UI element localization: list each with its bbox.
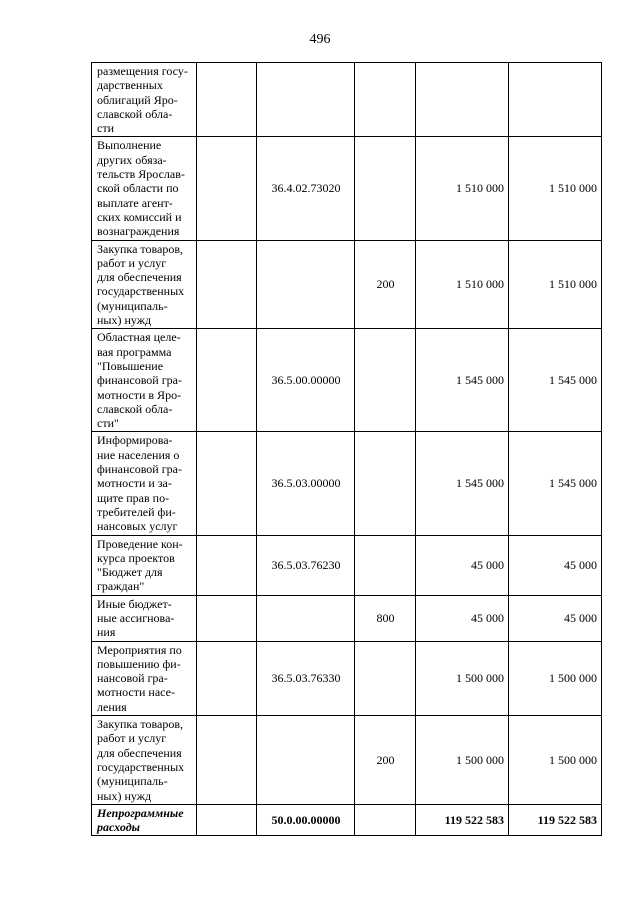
row-sum-1: 45 000 [416, 595, 509, 641]
row-expense-type [355, 432, 416, 535]
row-sum-2 [509, 63, 602, 137]
row-sum-1: 1 545 000 [416, 329, 509, 432]
row-code: 36.5.00.00000 [257, 329, 355, 432]
empty-cell [197, 137, 257, 240]
table-row [92, 137, 602, 240]
table-row [92, 432, 602, 535]
row-sum-2: 45 000 [509, 595, 602, 641]
row-sum-1: 1 500 000 [416, 716, 509, 805]
row-sum-1 [416, 63, 509, 137]
row-expense-type [355, 137, 416, 240]
row-expense-type [355, 329, 416, 432]
row-code [257, 595, 355, 641]
table-row [92, 641, 602, 715]
row-expense-type: 200 [355, 240, 416, 329]
table-row [92, 535, 602, 595]
table-row [92, 595, 602, 641]
row-sum-2: 1 510 000 [509, 137, 602, 240]
row-expense-type [355, 535, 416, 595]
empty-cell [197, 535, 257, 595]
row-sum-2: 1 545 000 [509, 329, 602, 432]
row-sum-2: 1 545 000 [509, 432, 602, 535]
row-sum-1: 1 545 000 [416, 432, 509, 535]
empty-cell [197, 716, 257, 805]
row-code: 36.5.03.76330 [257, 641, 355, 715]
row-expense-type [355, 641, 416, 715]
table-row [92, 716, 602, 805]
empty-cell [197, 641, 257, 715]
row-name: Проведение кон- курса проектов "Бюджет для граждан" [92, 535, 197, 595]
row-code [257, 63, 355, 137]
empty-cell [197, 63, 257, 137]
budget-table [91, 62, 602, 836]
row-sum-2: 1 500 000 [509, 641, 602, 715]
empty-cell [197, 804, 257, 836]
row-sum-2: 1 500 000 [509, 716, 602, 805]
row-name: Непрограммные расходы [92, 804, 197, 836]
row-name: размещения госу- дарственных облигаций Яро- славской обла- сти [92, 63, 197, 137]
row-code: 36.5.03.76230 [257, 535, 355, 595]
row-code: 50.0.00.00000 [257, 804, 355, 836]
row-name: Закупка товаров, работ и услуг для обеспечения государственных (муниципаль- ных) нужд [92, 716, 197, 805]
row-code [257, 716, 355, 805]
row-sum-2: 45 000 [509, 535, 602, 595]
row-name: Областная целе- вая программа "Повышение финансовой гра- мотности в Яро- славской обла- сти" [92, 329, 197, 432]
row-code: 36.4.02.73020 [257, 137, 355, 240]
row-expense-type: 800 [355, 595, 416, 641]
table-row [92, 329, 602, 432]
page-number: 496 [309, 32, 331, 47]
empty-cell [197, 240, 257, 329]
row-name: Иные бюджет- ные ассигнова- ния [92, 595, 197, 641]
table-row [92, 240, 602, 329]
empty-cell [197, 432, 257, 535]
row-name: Информирова- ние населения о финансовой гра- мотности и за- щите прав по- требителей фи- нансовых услуг [92, 432, 197, 535]
row-code [257, 240, 355, 329]
row-sum-1: 119 522 583 [416, 804, 509, 836]
row-sum-2: 1 510 000 [509, 240, 602, 329]
row-code: 36.5.03.00000 [257, 432, 355, 535]
row-name: Закупка товаров, работ и услуг для обеспечения государственных (муниципаль- ных) нужд [92, 240, 197, 329]
table-row [92, 63, 602, 137]
row-sum-1: 1 500 000 [416, 641, 509, 715]
row-sum-2: 119 522 583 [509, 804, 602, 836]
row-sum-1: 1 510 000 [416, 240, 509, 329]
row-sum-1: 1 510 000 [416, 137, 509, 240]
row-name: Выполнение других обяза- тельств Ярослав- ской области по выплате агент- ских комиссий и вознаграждения [92, 137, 197, 240]
row-expense-type [355, 63, 416, 137]
empty-cell [197, 595, 257, 641]
row-expense-type [355, 804, 416, 836]
row-name: Мероприятия по повышению фи- нансовой гра- мотности насе- ления [92, 641, 197, 715]
row-expense-type: 200 [355, 716, 416, 805]
row-sum-1: 45 000 [416, 535, 509, 595]
empty-cell [197, 329, 257, 432]
total-row [92, 804, 602, 836]
